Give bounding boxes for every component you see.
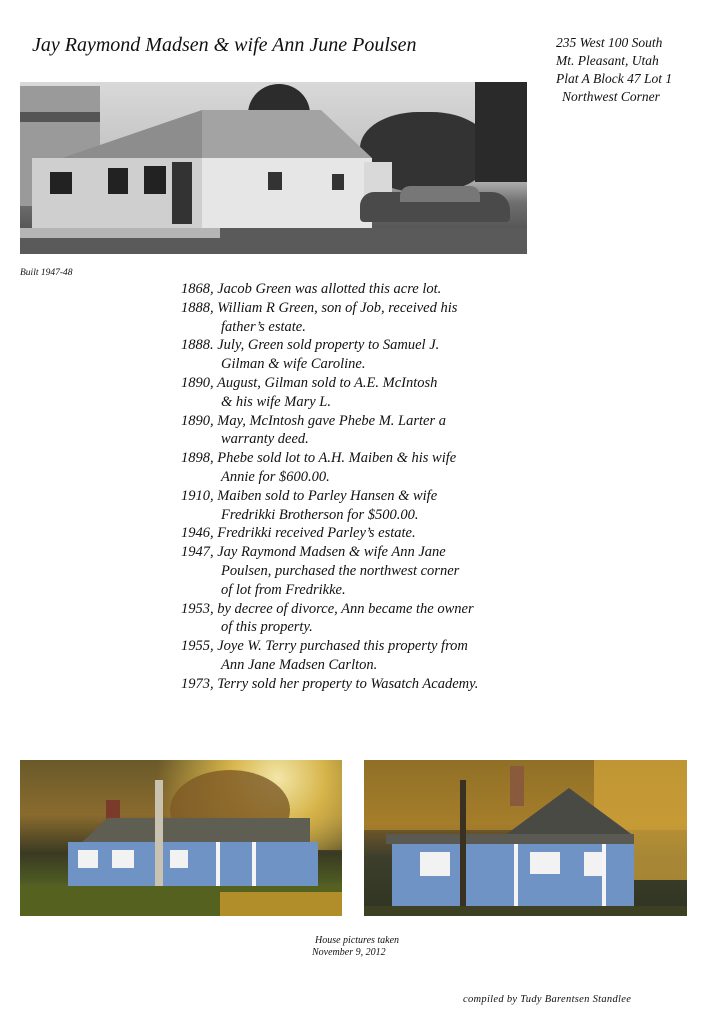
history-line: 1888, William R Green, son of Job, received his <box>181 299 458 316</box>
address-line: Northwest Corner <box>562 89 660 104</box>
property-address <box>556 34 706 106</box>
compiled-by-signature: compiled by Tudy Barentsen Standlee <box>463 994 632 1005</box>
history-entry <box>181 336 561 374</box>
address-line: 235 West 100 South <box>556 35 663 50</box>
history-entry <box>181 637 561 675</box>
history-line: 1890, August, Gilman sold to A.E. McIntosh <box>181 374 438 391</box>
photo-date-caption <box>312 935 422 959</box>
address-line: Mt. Pleasant, Utah <box>556 53 659 68</box>
history-entry <box>181 675 561 694</box>
caption-line: November 9, 2012 <box>312 947 386 958</box>
history-line: 1890, May, McIntosh gave Phebe M. Larter a <box>181 412 446 429</box>
history-entry <box>181 449 561 487</box>
history-entry <box>181 374 561 412</box>
page-title: Jay Raymond Madsen & wife Ann June Poulsen <box>32 34 417 56</box>
history-line: 1955, Joye W. Terry purchased this property from <box>181 638 468 655</box>
house-photo-2012-right <box>364 760 687 916</box>
history-entry <box>181 280 561 299</box>
history-line: 1910, Maiben sold to Parley Hansen & wife <box>181 487 438 504</box>
history-line: & his wife Mary L. <box>221 393 331 410</box>
history-entry <box>181 543 561 599</box>
history-line: of this property. <box>221 619 313 636</box>
history-line: 1888. July, Green sold property to Samuel J. <box>181 337 440 354</box>
history-line: Poulsen, purchased the northwest corner <box>221 562 460 579</box>
history-line: Gilman & wife Caroline. <box>221 356 366 373</box>
built-caption: Built 1947-48 <box>20 268 73 278</box>
history-line: Fredrikki Brotherson for $500.00. <box>221 506 419 523</box>
history-line: warranty deed. <box>221 431 309 448</box>
ownership-history <box>181 280 561 694</box>
history-line: 1868, Jacob Green was allotted this acre lot. <box>181 281 442 297</box>
history-entry <box>181 600 561 638</box>
history-line: 1898, Phebe sold lot to A.H. Maiben & his wife <box>181 450 457 467</box>
history-line: 1973, Terry sold her property to Wasatch Academy. <box>181 675 479 692</box>
history-line: 1946, Fredrikki received Parley’s estate. <box>181 525 416 542</box>
history-entry <box>181 299 561 337</box>
history-entry <box>181 524 561 543</box>
history-entry <box>181 487 561 525</box>
caption-line: House pictures taken <box>315 935 400 946</box>
history-line: 1953, by decree of divorce, Ann became the owner <box>181 600 474 617</box>
history-line: father’s estate. <box>221 318 306 335</box>
house-photo-2012-left <box>20 760 342 916</box>
historic-house-photo <box>20 82 527 254</box>
history-line: Annie for $600.00. <box>221 468 330 485</box>
address-line: Plat A Block 47 Lot 1 <box>556 71 673 86</box>
history-entry <box>181 412 561 450</box>
history-line: 1947, Jay Raymond Madsen & wife Ann Jane <box>181 544 446 561</box>
history-line: of lot from Fredrikke. <box>221 581 346 598</box>
history-line: Ann Jane Madsen Carlton. <box>221 656 378 673</box>
